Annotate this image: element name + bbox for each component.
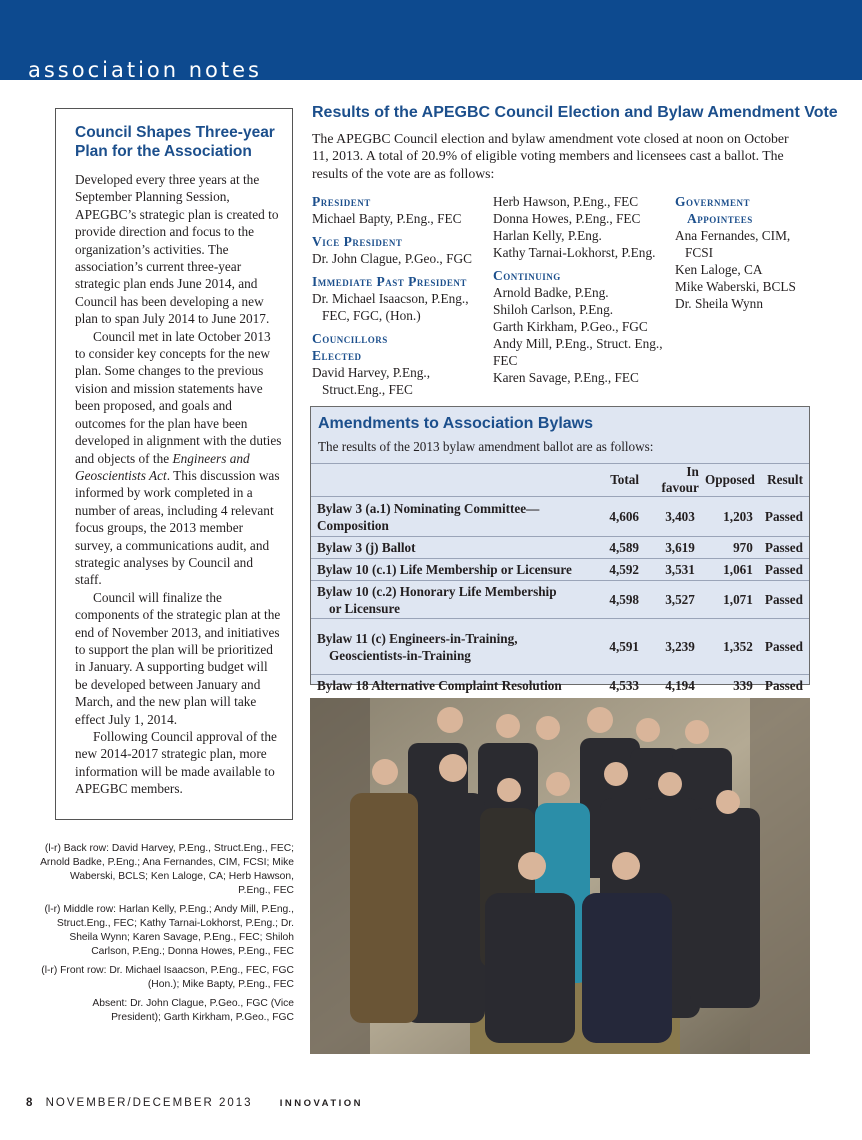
header-cell bbox=[311, 464, 580, 497]
table-header-row bbox=[311, 464, 809, 497]
sidebar-paragraph: Following Council approval of the new 2014-2017 strategic plan, more information will be made available to APEGBC members. bbox=[75, 729, 277, 797]
bylaw-name: Bylaw 3 (j) Ballot bbox=[311, 537, 580, 559]
council-group-photo bbox=[310, 698, 810, 1054]
caption-front-row: (l-r) Front row: Dr. Michael Isaacson, P.Eng., FEC, FGC (Hon.); Mike Bapty, P.Eng., FEC bbox=[41, 965, 294, 990]
caption-absent: Absent: Dr. John Clague, P.Geo., FGC (Vice President); Garth Kirkham, P.Geo., FGC bbox=[92, 998, 294, 1023]
photo-captions bbox=[40, 842, 294, 1030]
total-cell: 4,533 bbox=[580, 675, 645, 697]
favour-cell: 3,527 bbox=[645, 581, 701, 619]
continuing-name: Arnold Badke, P.Eng. bbox=[493, 285, 609, 300]
table-row bbox=[311, 537, 809, 559]
president-name: Michael Bapty, P.Eng., FEC bbox=[312, 211, 462, 226]
election-intro: The APEGBC Council election and bylaw amendment vote closed at noon on October 11, 2013. A total of 20.9% of eligible voting members and licensees cast a ballot. The results of the vote are as follows: bbox=[312, 131, 789, 181]
total-cell: 4,591 bbox=[580, 619, 645, 675]
bylaw-name: Bylaw 18 Alternative Complaint Resolution bbox=[311, 675, 580, 697]
result-cell: Passed bbox=[759, 497, 809, 537]
vp-label: Vice President bbox=[312, 234, 403, 249]
result-cell: Passed bbox=[759, 675, 809, 697]
government-name: Mike Waberski, BCLS bbox=[675, 279, 796, 294]
favour-cell: 3,239 bbox=[645, 619, 701, 675]
table-row bbox=[311, 619, 809, 675]
amendments-intro: The results of the 2013 bylaw amendment ballot are as follows: bbox=[318, 439, 654, 454]
sidebar-paragraph: Council met in late October 2013 to consider key concepts for the new plan. Some changes to the previous vision and mission statements have been proposed, and goals and outcomes for the plan have been developed in alignment with the duties and objects of the Engineers and Geoscientists Act. This discussion was informed by work completed in a number of areas, including 4 relevant focus groups, the 2013 member survey, a communications audit, and strategic analyses by Council and staff. bbox=[75, 328, 282, 588]
opposed-cell: 970 bbox=[701, 537, 759, 559]
opposed-cell: 1,061 bbox=[701, 559, 759, 581]
continuing-name: Karen Savage, P.Eng., FEC bbox=[493, 370, 639, 385]
results-column-2 bbox=[493, 193, 668, 386]
bylaw-name: Bylaw 10 (c.2) Honorary Life Membership or Licensure bbox=[311, 581, 580, 619]
caption-back-row: (l-r) Back row: David Harvey, P.Eng., Struct.Eng., FEC; Arnold Badke, P.Eng.; Ana Fernandes, CIM, FCSI; Mike Waberski, BCLS; Ken Laloge, CA; Herb Hawson, P.Eng., FEC bbox=[40, 843, 294, 896]
appointees-label: Appointees bbox=[687, 211, 753, 226]
table-row bbox=[311, 581, 809, 619]
issue-date: NOVEMBER/DECEMBER 2013 bbox=[45, 1097, 253, 1109]
elected-label: Elected bbox=[312, 348, 362, 363]
councillors-label: Councillors bbox=[312, 331, 388, 346]
total-cell: 4,598 bbox=[580, 581, 645, 619]
sidebar-paragraph: Council will finalize the components of the strategic plan at the end of November 2013, and initiatives to support the plan will be prioritized in January. A supporting budget will be developed between January and March, and the new plan will take effect July 1, 2014. bbox=[75, 589, 281, 727]
header-banner bbox=[0, 0, 862, 80]
favour-cell: 4,194 bbox=[645, 675, 701, 697]
vp-name: Dr. John Clague, P.Geo., FGC bbox=[312, 251, 472, 266]
sidebar-title: Council Shapes Three-year Plan for the Association bbox=[75, 124, 275, 160]
past-president-name: Dr. Michael Isaacson, P.Eng., FEC, FGC, (Hon.) bbox=[312, 291, 469, 323]
continuing-name: Andy Mill, P.Eng., Struct. Eng., FEC bbox=[493, 336, 663, 368]
opposed-cell: 1,352 bbox=[701, 619, 759, 675]
sidebar-paragraph: Developed every three years at the September Planning Session, APEGBC’s strategic plan is created to provide direction and focus to the organization’s activities. The association’s current three-year strategic plan ends June 2014, and Council has been developing a new plan to span July 2014 to June 2017. bbox=[75, 172, 279, 327]
favour-cell: 3,619 bbox=[645, 537, 701, 559]
magazine-name: INNOVATION bbox=[279, 1098, 364, 1109]
elected-name: Harlan Kelly, P.Eng. bbox=[493, 228, 602, 243]
amendments-box bbox=[310, 406, 810, 694]
amendments-table bbox=[311, 463, 809, 697]
opposed-cell: 339 bbox=[701, 675, 759, 697]
header-cell: Opposed bbox=[701, 464, 759, 497]
table-row bbox=[311, 675, 809, 697]
caption-middle-row: (l-r) Middle row: Harlan Kelly, P.Eng.; Andy Mill, P.Eng., Struct.Eng., FEC; Kathy Tarnai-Lokhorst, P.Eng.; Dr. Sheila Wynn; Karen Savage, P.Eng., FEC; Shiloh Carlson, P.Eng.; Donna Howes, P.Eng., FEC bbox=[44, 904, 294, 957]
result-cell: Passed bbox=[759, 559, 809, 581]
sidebar-article bbox=[55, 108, 293, 820]
total-cell: 4,589 bbox=[580, 537, 645, 559]
favour-cell: 3,403 bbox=[645, 497, 701, 537]
elected-name: Donna Howes, P.Eng., FEC bbox=[493, 211, 641, 226]
government-label: Government bbox=[675, 194, 751, 209]
results-column-3 bbox=[675, 193, 815, 312]
continuing-name: Garth Kirkham, P.Geo., FGC bbox=[493, 319, 648, 334]
bylaw-name: Bylaw 10 (c.1) Life Membership or Licensure bbox=[311, 559, 580, 581]
opposed-cell: 1,203 bbox=[701, 497, 759, 537]
result-cell: Passed bbox=[759, 537, 809, 559]
bylaw-name: Bylaw 11 (c) Engineers-in-Training, Geoscientists-in-Training bbox=[311, 619, 580, 675]
header-cell: Result bbox=[759, 464, 809, 497]
section-title: association notes bbox=[28, 58, 263, 82]
page-number: 8 bbox=[26, 1097, 33, 1109]
results-column-1 bbox=[312, 193, 490, 398]
page-footer bbox=[26, 1097, 363, 1109]
header-cell: In favour bbox=[645, 464, 701, 497]
total-cell: 4,606 bbox=[580, 497, 645, 537]
elected-name: David Harvey, P.Eng., Struct.Eng., FEC bbox=[312, 365, 431, 397]
election-title: Results of the APEGBC Council Election and Bylaw Amendment Vote bbox=[312, 104, 838, 121]
bylaw-name: Bylaw 3 (a.1) Nominating Committee— Composition bbox=[311, 497, 580, 537]
continuing-label: Continuing bbox=[493, 268, 561, 283]
header-cell: Total bbox=[580, 464, 645, 497]
elected-name: Herb Hawson, P.Eng., FEC bbox=[493, 194, 639, 209]
continuing-name: Shiloh Carlson, P.Eng. bbox=[493, 302, 614, 317]
favour-cell: 3,531 bbox=[645, 559, 701, 581]
amendments-title: Amendments to Association Bylaws bbox=[318, 415, 594, 432]
government-name: Ana Fernandes, CIM, FCSI bbox=[675, 228, 791, 260]
government-name: Ken Laloge, CA bbox=[675, 262, 763, 277]
result-cell: Passed bbox=[759, 619, 809, 675]
result-cell: Passed bbox=[759, 581, 809, 619]
total-cell: 4,592 bbox=[580, 559, 645, 581]
table-row bbox=[311, 497, 809, 537]
table-row bbox=[311, 559, 809, 581]
elected-name: Kathy Tarnai-Lokhorst, P.Eng. bbox=[493, 245, 656, 260]
past-president-label: Immediate Past President bbox=[312, 274, 467, 289]
opposed-cell: 1,071 bbox=[701, 581, 759, 619]
president-label: President bbox=[312, 194, 371, 209]
act-title: Engineers and Geoscientists Act bbox=[75, 450, 250, 483]
government-name: Dr. Sheila Wynn bbox=[675, 296, 763, 311]
